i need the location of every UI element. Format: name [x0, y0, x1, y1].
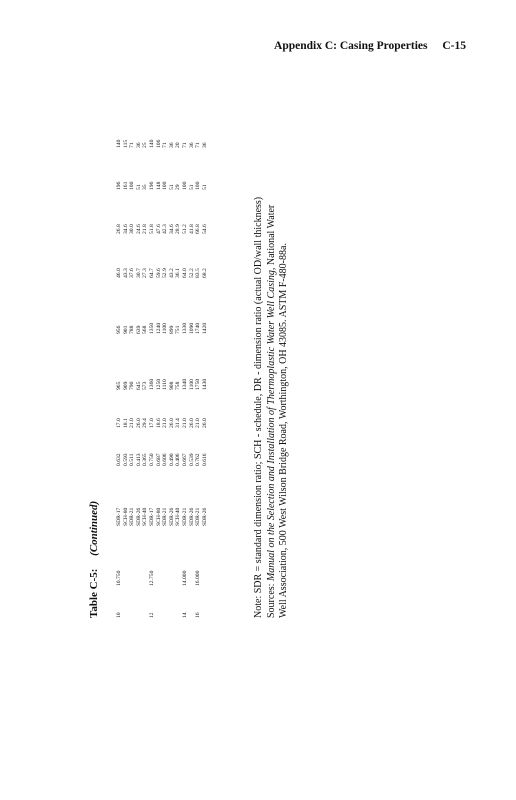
- cell-collapse: 1250: [155, 378, 162, 390]
- cell-dr: 26.0: [188, 418, 195, 428]
- cell-od: [162, 526, 169, 586]
- cell-dr: 21.0: [181, 418, 188, 428]
- table-row: [169, 118, 176, 618]
- cell-weight: 37.6: [129, 268, 136, 278]
- cell-tensile: 901: [122, 325, 129, 334]
- cell-p2: 36: [168, 142, 175, 148]
- cell-sdr: SDR-26: [135, 507, 142, 526]
- cell-collapse: 758: [175, 381, 182, 390]
- cell-tensile: 1420: [201, 322, 208, 334]
- cell-id: 34.6: [168, 224, 175, 234]
- cell-tensile: 1240: [155, 322, 162, 334]
- cell-weight: 59.6: [155, 268, 162, 278]
- cell-p2: 106: [155, 139, 162, 148]
- cell-sdr: SCH-40: [142, 507, 149, 526]
- header-title: Appendix C: Casing Properties: [274, 40, 428, 52]
- cell-od: [136, 526, 143, 586]
- cell-dr: 29.4: [142, 418, 149, 428]
- cell-p1: 100: [181, 181, 188, 190]
- cell-wall: 0.750: [148, 453, 155, 466]
- cell-dr: 26.0: [168, 418, 175, 428]
- cell-collapse: 1110: [162, 379, 169, 390]
- cell-p2: 71: [162, 142, 169, 148]
- cell-id: 47.6: [155, 224, 162, 234]
- cell-id: 54.6: [201, 224, 208, 234]
- cell-collapse: 645: [135, 381, 142, 390]
- table-row: [175, 118, 182, 618]
- cell-id: 51.8: [148, 224, 155, 234]
- cell-nominal: [156, 586, 163, 618]
- cell-weight: 43.2: [168, 268, 175, 278]
- cell-od: [202, 526, 209, 586]
- cell-collapse: 790: [129, 381, 136, 390]
- cell-weight: 64.0: [181, 268, 188, 278]
- cell-tensile: 568: [142, 325, 149, 334]
- cell-nominal: 12: [148, 612, 155, 618]
- cell-sdr: SDR-17: [148, 507, 155, 526]
- cell-weight: 30.7: [135, 268, 142, 278]
- note-line: Note: SDR = standard dimension ratio; SCH - schedule, DR - dimension ratio (actual OD/wall thickness): [253, 196, 264, 618]
- page-number: C-15: [442, 40, 466, 52]
- cell-tensile: 956: [116, 325, 122, 334]
- cell-wall: 0.539: [188, 453, 195, 466]
- cell-nominal: 10: [116, 612, 122, 618]
- cell-wall: 0.667: [181, 453, 188, 466]
- cell-p2: 36: [188, 142, 195, 148]
- cell-p1: 100: [129, 181, 136, 190]
- table-row: [182, 118, 189, 618]
- cell-collapse: 909: [122, 381, 129, 390]
- cell-collapse: 1430: [201, 378, 208, 390]
- cell-dr: 21.0: [162, 418, 169, 428]
- rotated-table-page: [88, 78, 323, 618]
- cell-nominal: [123, 586, 130, 618]
- cell-sdr: SCH-80: [122, 507, 129, 526]
- cell-weight: 83.5: [195, 268, 202, 278]
- cell-weight: 27.3: [142, 268, 149, 278]
- cell-p2: 25: [142, 142, 149, 148]
- cell-wall: 0.593: [122, 453, 129, 466]
- cell-tensile: 1090: [188, 322, 195, 334]
- cell-weight: 46.0: [116, 268, 122, 278]
- cell-id: 24.6: [135, 224, 142, 234]
- cell-wall: 0.365: [142, 453, 149, 466]
- cell-dr: 18.1: [122, 418, 129, 428]
- casing-properties-table: [116, 118, 208, 618]
- cell-weight: 52.9: [162, 268, 169, 278]
- cell-od: [156, 526, 163, 586]
- cell-p1: 148: [155, 181, 162, 190]
- cell-p1: 29: [175, 184, 182, 190]
- cell-id: 34.6: [122, 224, 129, 234]
- cell-tensile: 639: [135, 325, 142, 334]
- cell-dr: 21.0: [129, 418, 136, 428]
- cell-id: 21.8: [142, 224, 149, 234]
- table-caption-continued: (Continued): [88, 500, 100, 556]
- cell-p2: 115: [122, 139, 129, 148]
- cell-tensile: 1350: [148, 322, 155, 334]
- cell-p1: 35: [142, 184, 149, 190]
- cell-dr: 18.6: [155, 418, 162, 428]
- sources-title: Manual on the Selection and Installation of Thermoplastic Water Well Casing,: [265, 267, 277, 582]
- cell-p2: 140: [148, 139, 155, 148]
- cell-wall: 0.511: [129, 453, 136, 466]
- table-row: [116, 118, 123, 618]
- table-notes: [253, 58, 291, 618]
- cell-od: [189, 526, 196, 586]
- cell-wall: 0.490: [168, 453, 175, 466]
- cell-wall: 0.406: [175, 453, 182, 466]
- table-row: [129, 118, 136, 618]
- cell-tensile: 1740: [195, 322, 202, 334]
- cell-p2: 36: [135, 142, 142, 148]
- cell-wall: 0.606: [162, 453, 169, 466]
- cell-dr: 17.0: [148, 418, 155, 428]
- cell-sdr: SDR-26: [188, 507, 195, 526]
- cell-id: 42.3: [162, 224, 169, 234]
- cell-sdr: SDR-17: [116, 507, 122, 526]
- table-row: [149, 118, 156, 618]
- cell-weight: 68.2: [201, 268, 208, 278]
- table-row: [123, 118, 130, 618]
- cell-od: [169, 526, 176, 586]
- cell-p2: 71: [181, 142, 188, 148]
- cell-collapse: 965: [116, 381, 122, 390]
- cell-p2: 71: [195, 142, 202, 148]
- cell-p1: 51: [168, 184, 175, 190]
- cell-p1: 51: [201, 184, 208, 190]
- cell-nominal: [189, 586, 196, 618]
- table-row: [136, 118, 143, 618]
- cell-sdr: SCH-80: [155, 507, 162, 526]
- cell-sdr: SDR-21: [129, 507, 136, 526]
- cell-dr: 26.0: [135, 418, 142, 428]
- cell-id: 66.8: [195, 224, 202, 234]
- table-caption: [88, 501, 100, 618]
- cell-id: 26.8: [116, 224, 122, 234]
- sources-prefix: Sources:: [265, 581, 277, 618]
- cell-weight: 36.1: [175, 268, 182, 278]
- table-row: [156, 118, 163, 618]
- cell-p1: 196: [116, 181, 122, 190]
- cell-tensile: 1100: [162, 323, 169, 334]
- cell-od: [142, 526, 149, 586]
- cell-p1: 161: [122, 181, 129, 190]
- cell-tensile: 1330: [181, 322, 188, 334]
- cell-nominal: 14: [181, 612, 188, 618]
- cell-od: [129, 526, 136, 586]
- table-row: [142, 118, 149, 618]
- sources-address-line: Well Association, 500 West Wilson Bridge Road, Worthington, OH 43085. ASTM F-480-88a.: [278, 243, 289, 618]
- sources-suffix: National Water: [265, 204, 277, 268]
- cell-id: 28.9: [175, 224, 182, 234]
- cell-collapse: 573: [142, 381, 149, 390]
- table-row: [202, 118, 209, 618]
- cell-id: 30.0: [129, 224, 136, 234]
- table-body: [116, 118, 208, 618]
- sources-line: [266, 58, 279, 618]
- cell-od: [175, 526, 182, 586]
- cell-p2: 20: [175, 142, 182, 148]
- cell-tensile: 899: [168, 325, 175, 334]
- cell-collapse: 1750: [195, 378, 202, 390]
- cell-p2: 71: [129, 142, 136, 148]
- cell-sdr: SCH-40: [175, 507, 182, 526]
- cell-wall: 0.762: [195, 453, 202, 466]
- cell-dr: 17.0: [116, 418, 122, 428]
- table-row: [189, 118, 196, 618]
- cell-od: 16.000: [195, 570, 202, 586]
- cell-wall: 0.413: [135, 453, 142, 466]
- cell-nominal: [162, 586, 169, 618]
- cell-dr: 31.4: [175, 418, 182, 428]
- cell-collapse: 1360: [148, 378, 155, 390]
- cell-p2: 140: [116, 139, 122, 148]
- cell-sdr: SDR-21: [195, 507, 202, 526]
- cell-weight: 43.3: [122, 268, 129, 278]
- cell-nominal: [202, 586, 209, 618]
- cell-od: 12.750: [148, 570, 155, 586]
- running-header: [274, 40, 466, 52]
- cell-id: 51.2: [181, 224, 188, 234]
- cell-nominal: [136, 586, 143, 618]
- cell-od: 10.750: [116, 570, 122, 586]
- cell-nominal: [142, 586, 149, 618]
- cell-weight: 52.2: [188, 268, 195, 278]
- cell-p1: 100: [162, 181, 169, 190]
- cell-sdr: SDR-21: [181, 507, 188, 526]
- cell-p1: 196: [148, 181, 155, 190]
- cell-wall: 0.687: [155, 453, 162, 466]
- cell-sdr: SDR-26: [201, 507, 208, 526]
- cell-od: [123, 526, 130, 586]
- cell-p1: 51: [135, 184, 142, 190]
- cell-od: 14.000: [181, 570, 188, 586]
- cell-nominal: [175, 586, 182, 618]
- cell-collapse: 1100: [188, 379, 195, 390]
- cell-nominal: 16: [195, 612, 202, 618]
- cell-dr: 21.0: [195, 418, 202, 428]
- table-row: [195, 118, 202, 618]
- cell-sdr: SDR-21: [162, 507, 169, 526]
- cell-wall: 0.632: [116, 453, 122, 466]
- cell-weight: 64.7: [148, 268, 155, 278]
- cell-nominal: [169, 586, 176, 618]
- cell-tensile: 788: [129, 325, 136, 334]
- cell-collapse: 1340: [181, 378, 188, 390]
- cell-p1: 51: [188, 184, 195, 190]
- cell-sdr: SDR-26: [168, 507, 175, 526]
- cell-tensile: 751: [175, 325, 182, 334]
- table-row: [162, 118, 169, 618]
- cell-wall: 0.616: [201, 453, 208, 466]
- cell-nominal: [129, 586, 136, 618]
- cell-p1: 100: [195, 181, 202, 190]
- cell-p2: 36: [201, 142, 208, 148]
- cell-collapse: 908: [168, 381, 175, 390]
- cell-id: 41.8: [188, 224, 195, 234]
- table-caption-label: Table C-5:: [88, 568, 100, 618]
- cell-dr: 26.0: [201, 418, 208, 428]
